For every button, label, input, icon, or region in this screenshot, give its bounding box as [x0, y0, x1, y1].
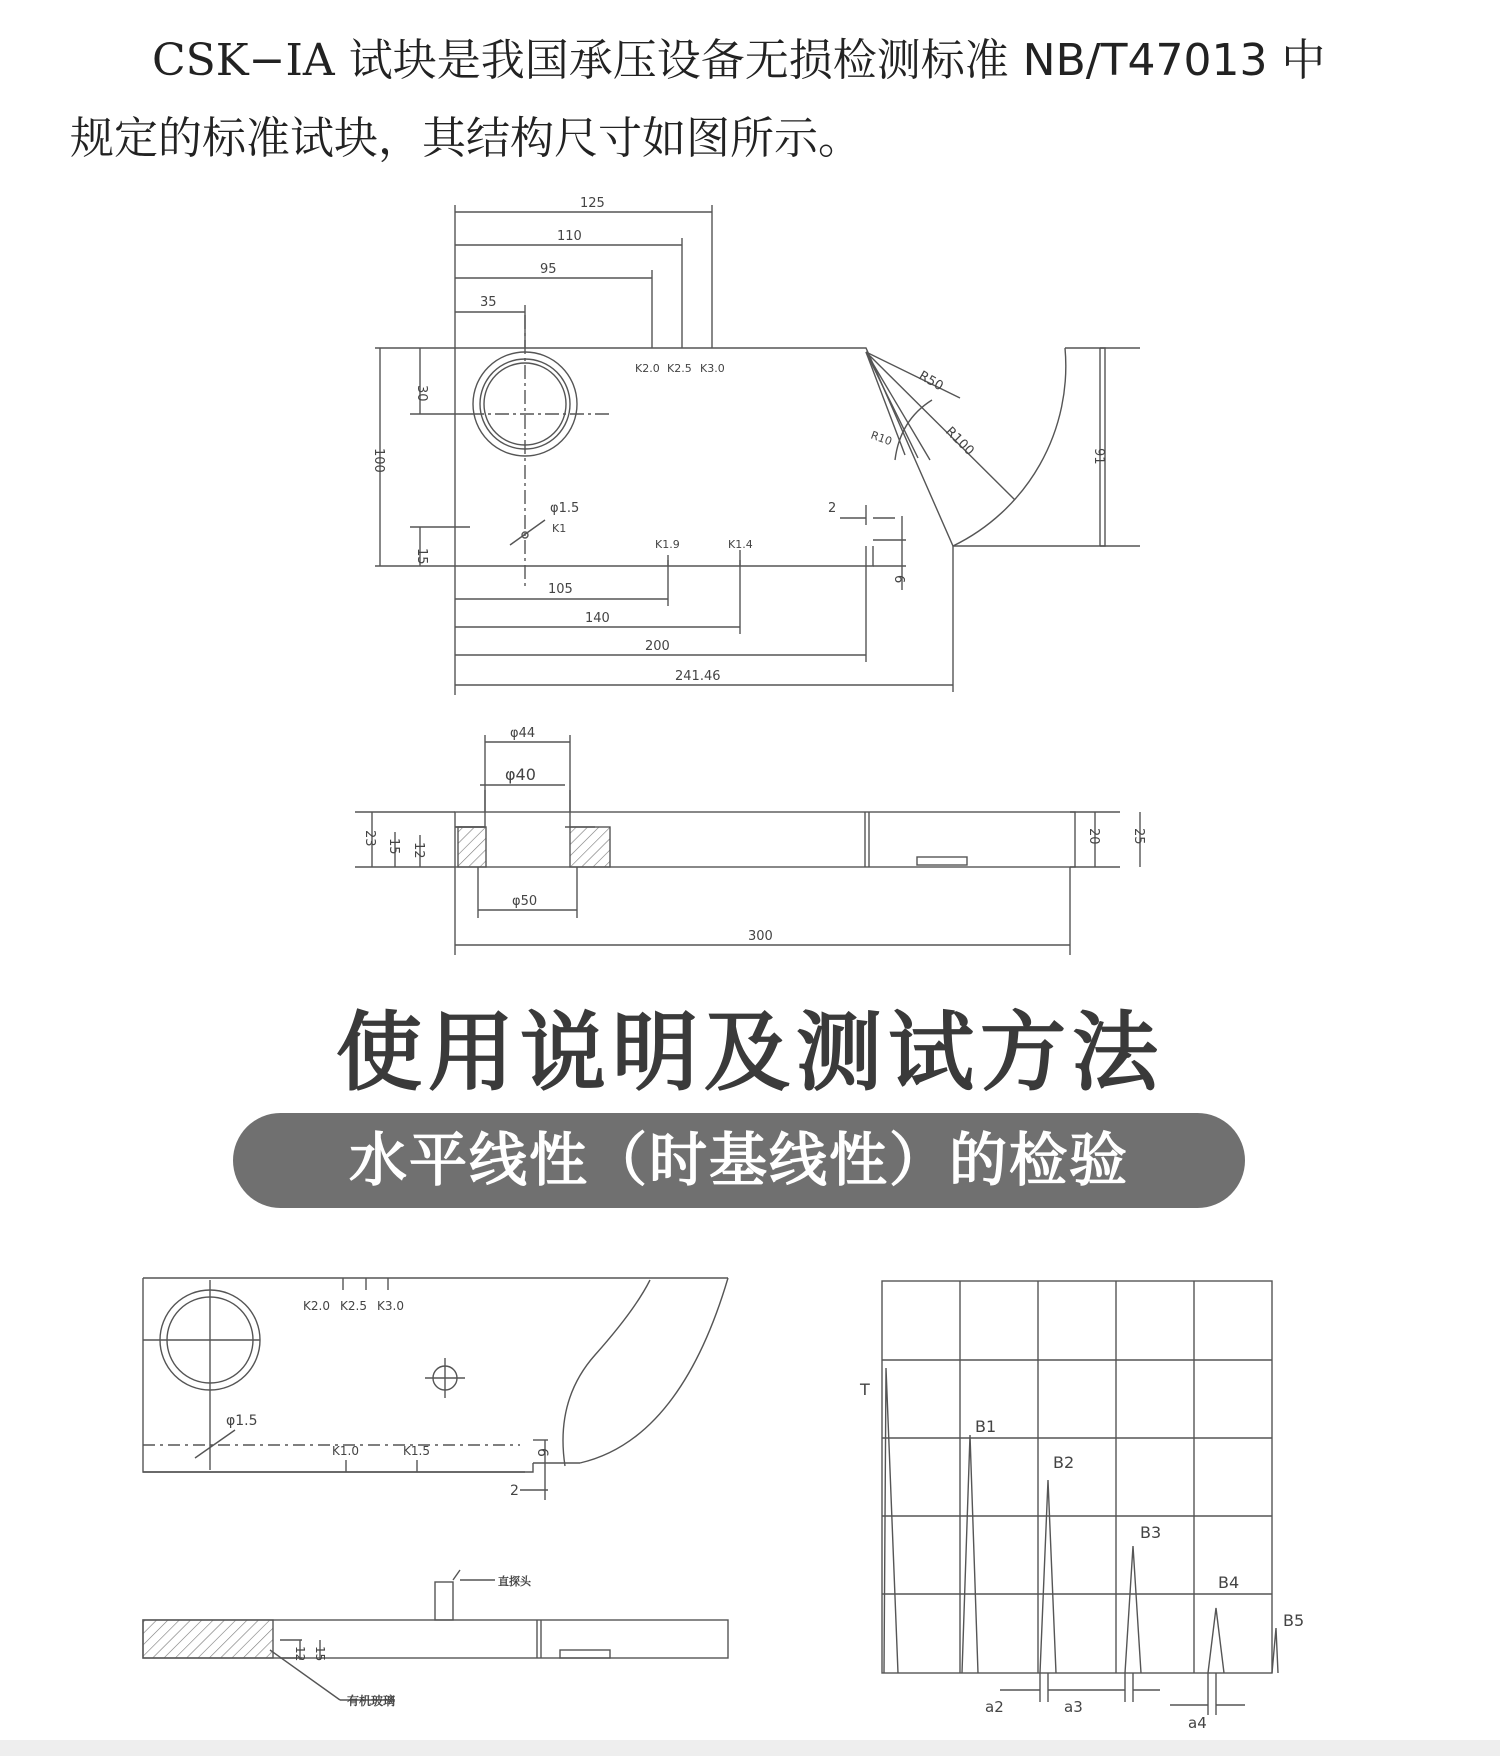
k20-label: K2.0 [635, 362, 660, 375]
k30-label: K3.0 [700, 362, 725, 375]
section-title: 使用说明及测试方法 [336, 1002, 1164, 1103]
notch-6-label: 6 [891, 575, 906, 584]
bl-6-label: 6 [534, 1448, 550, 1457]
peak-b1 [962, 1435, 978, 1673]
block-outline [455, 348, 1105, 546]
dim-125-label: 125 [580, 196, 605, 211]
dim-140-label: 140 [585, 611, 610, 626]
intro-line-2: 规定的标准试块，其结构尺寸如图所示。 [70, 113, 862, 164]
dim-110-label: 110 [557, 229, 582, 244]
dim-200-label: 200 [645, 639, 670, 654]
side-12-label: 12 [411, 842, 426, 859]
dim-35-label: 35 [480, 295, 497, 310]
phi40-label: φ40 [505, 765, 536, 784]
bottom-left-side-view [143, 1570, 728, 1700]
phi15-label: φ1.5 [550, 501, 580, 516]
bl-k10-label: K1.0 [332, 1444, 359, 1458]
bottom-r100-arc [533, 1278, 728, 1463]
k19-label: K1.9 [655, 538, 680, 551]
peak-b2 [1040, 1480, 1056, 1673]
b4-label: B4 [1218, 1573, 1240, 1592]
bl-k25-label: K2.5 [340, 1299, 367, 1313]
b3-label: B3 [1140, 1523, 1162, 1542]
intro-line-1-text: 试块是我国承压设备无损检测标准 NB/T47013 中 [334, 35, 1326, 86]
b2-label: B2 [1053, 1453, 1075, 1472]
side-20-label: 20 [1086, 828, 1101, 845]
k1-label: K1 [552, 522, 567, 535]
waveform-grid-frame [882, 1281, 1272, 1673]
probe-label: 直探头 [498, 1575, 531, 1588]
glass-label: 有机玻璃 [347, 1694, 396, 1708]
notch-2-label: 2 [828, 501, 837, 516]
dim-30-label: 30 [414, 385, 429, 402]
dim-105-label: 105 [548, 582, 573, 597]
dim-24146-label: 241.46 [675, 669, 721, 684]
bl-k30-label: K3.0 [377, 1299, 404, 1313]
b5-label: B5 [1283, 1611, 1305, 1630]
bl-phi15-label: φ1.5 [226, 1413, 258, 1429]
b1-label: B1 [975, 1417, 997, 1436]
r100-label: R100 [942, 424, 977, 459]
phi44-label: φ44 [510, 726, 536, 741]
peak-b4 [1208, 1608, 1224, 1673]
side-300-label: 300 [748, 929, 773, 944]
side-23-label: 23 [362, 830, 377, 847]
bl-15-label: 15 [313, 1646, 327, 1662]
bl-12-label: 12 [293, 1646, 307, 1662]
top-side-view [355, 735, 1140, 955]
phi50-label: φ50 [512, 894, 538, 909]
dim-95-label: 95 [540, 262, 557, 277]
k25-label: K2.5 [667, 362, 692, 375]
k14-label: K1.4 [728, 538, 753, 551]
waveform-chart [882, 1281, 1278, 1715]
dim-100-label: 100 [371, 448, 386, 473]
top-front-view [375, 205, 1140, 695]
a3-label: a3 [1064, 1698, 1083, 1716]
bottom-shade [0, 1740, 1500, 1756]
side-25-label: 25 [1131, 828, 1146, 845]
bl-2-label: 2 [510, 1483, 519, 1499]
r50-label: R50 [916, 368, 946, 395]
a2-label: a2 [985, 1698, 1004, 1716]
subsection-pill: 水平线性（时基线性）的检验 [233, 1113, 1245, 1208]
notch-outline [866, 546, 873, 566]
peak-b3 [1125, 1546, 1141, 1673]
bl-k15-label: K1.5 [403, 1444, 430, 1458]
bottom-left-front-view [143, 1278, 728, 1500]
block-code: CSK−IA [152, 35, 335, 86]
a4-label: a4 [1188, 1714, 1207, 1732]
dim-15-label: 15 [414, 548, 429, 565]
peak-t [884, 1368, 898, 1673]
t-label: T [860, 1380, 870, 1399]
side-15-label: 15 [386, 838, 401, 855]
bl-k20-label: K2.0 [303, 1299, 330, 1313]
r10-label: R10 [868, 428, 894, 449]
block-outline-lower [455, 348, 866, 566]
dim-91-label: 91 [1091, 448, 1106, 465]
peak-b5 [1272, 1628, 1278, 1673]
